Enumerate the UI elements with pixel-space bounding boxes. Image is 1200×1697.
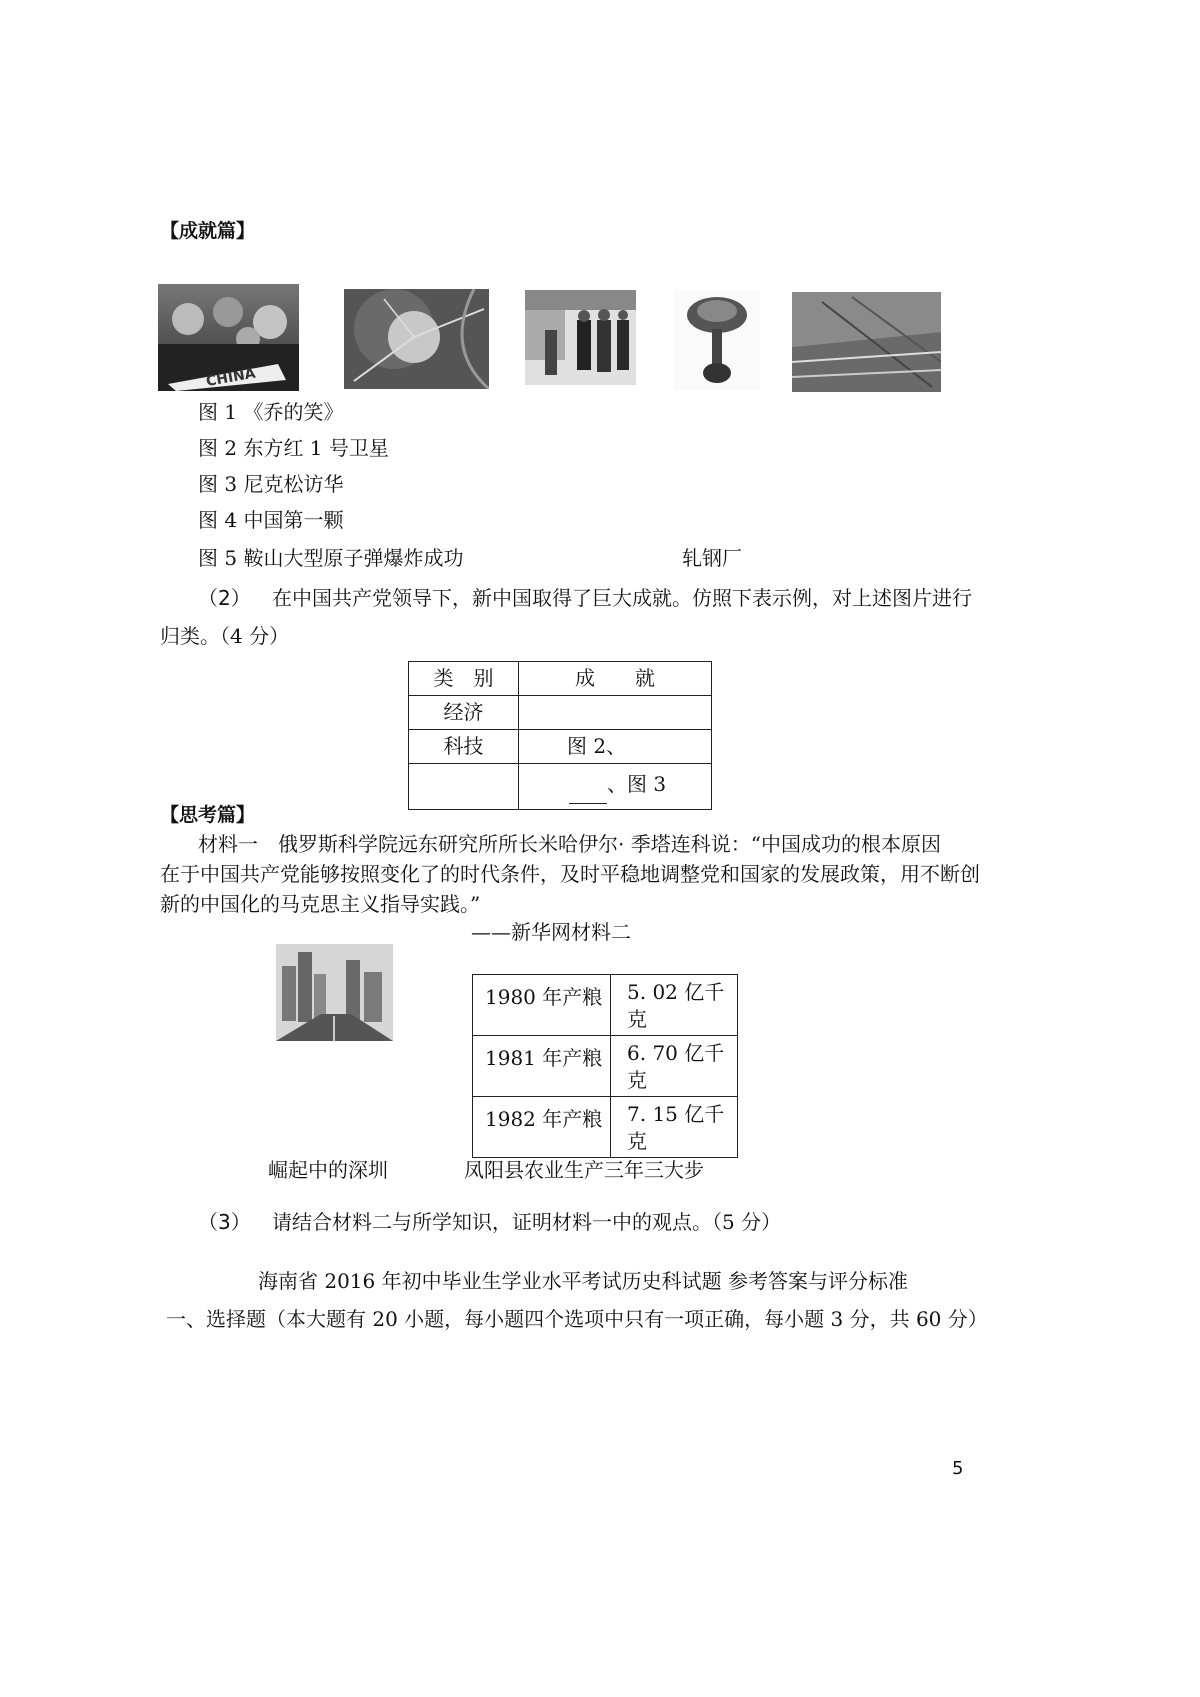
section-heading-achievements: 【成就篇】 <box>160 220 256 242</box>
caption-fig4: 图 4 中国第一颗 <box>198 508 344 532</box>
material1-line3: 新的中国化的马克思主义指导实践。” <box>160 892 481 916</box>
grain-row-1981-label: 1981 年产粮 <box>473 1036 611 1097</box>
photo-shenzhen <box>276 944 393 1041</box>
row3-label-blank[interactable] <box>409 764 519 810</box>
question-3-text: 请结合材料二与所学知识，证明材料一中的观点。（5 分） <box>272 1210 782 1234</box>
grain-row-1982-value-line1: 7. 15 亿千 <box>627 1102 725 1126</box>
photo-nixon-visit <box>525 290 636 385</box>
grain-row-1982-label: 1982 年产粮 <box>473 1097 611 1158</box>
question-2-text-line1: 在中国共产党领导下，新中国取得了巨大成就。仿照下表示例，对上述图片进行 <box>272 586 972 610</box>
row3-cell <box>519 764 712 810</box>
row3-value: 、图 3 <box>607 772 667 796</box>
header-achievement: 成 就 <box>519 662 712 696</box>
material1-line2: 在于中国共产党能够按照变化了的时代条件，及时平稳地调整党和国家的发展政策，用不断创 <box>160 862 980 886</box>
section-heading-thinking: 【思考篇】 <box>160 804 256 826</box>
page-number: 5 <box>952 1458 964 1479</box>
caption-fengyang: 凤阳县农业生产三年三大步 <box>464 1158 704 1182</box>
question-3-number: （3） <box>198 1210 251 1234</box>
caption-fig2: 图 2 东方红 1 号卫星 <box>198 436 389 460</box>
classification-table <box>408 661 712 810</box>
grain-row-1981-value-line2: 克 <box>627 1068 647 1092</box>
grain-row-1980-value-line1: 5. 02 亿千 <box>627 980 725 1004</box>
caption-fig3: 图 3 尼克松访华 <box>198 472 344 496</box>
grain-row-1980-value-line2: 克 <box>627 1007 647 1031</box>
question-2-number: （2） <box>198 586 251 610</box>
grain-row-1980-label: 1980 年产粮 <box>473 975 611 1036</box>
grain-row-1981-value-line1: 6. 70 亿千 <box>627 1041 725 1065</box>
question-2-text-line2: 归类。（4 分） <box>160 624 290 648</box>
photo-atomic-bomb <box>674 291 760 390</box>
material1-source: ——新华网材料二 <box>471 920 631 944</box>
row-economy-answer[interactable] <box>519 696 712 730</box>
row-tech-label: 科技 <box>409 730 519 764</box>
caption-fig1: 图 1 《乔的笑》 <box>198 400 344 424</box>
answer-key-title: 海南省 2016 年初中毕业生学业水平考试历史科试题 参考答案与评分标准 <box>258 1269 908 1293</box>
row-economy-label: 经济 <box>409 696 519 730</box>
photo-anshan-steel-mill <box>792 292 941 392</box>
caption-shenzhen: 崛起中的深圳 <box>268 1158 388 1182</box>
grain-row-1982-value <box>611 1097 738 1158</box>
grain-row-1981-value <box>611 1036 738 1097</box>
photo-qiao-smile <box>158 284 299 391</box>
grain-row-1980-value <box>611 975 738 1036</box>
photo-dongfanghong-satellite <box>344 289 489 389</box>
header-category: 类 别 <box>409 662 519 696</box>
row3-blank-line[interactable] <box>569 777 607 804</box>
row-tech-value: 图 2、 <box>519 730 712 764</box>
grain-output-table <box>472 974 738 1158</box>
material1-line1: 材料一 俄罗斯科学院远东研究所所长米哈伊尔· 季塔连科说：“中国成功的根本原因 <box>198 832 941 856</box>
grain-row-1982-value-line2: 克 <box>627 1129 647 1153</box>
caption-fig5: 图 5 鞍山大型原子弹爆炸成功 <box>198 546 464 570</box>
svg-text:CHINA: CHINA <box>204 365 257 390</box>
caption-fig5-extra: 轧钢厂 <box>682 546 742 570</box>
answer-section-1-heading: 一、选择题（本大题有 20 小题，每小题四个选项中只有一项正确，每小题 3 分，共 60 分） <box>166 1307 988 1331</box>
